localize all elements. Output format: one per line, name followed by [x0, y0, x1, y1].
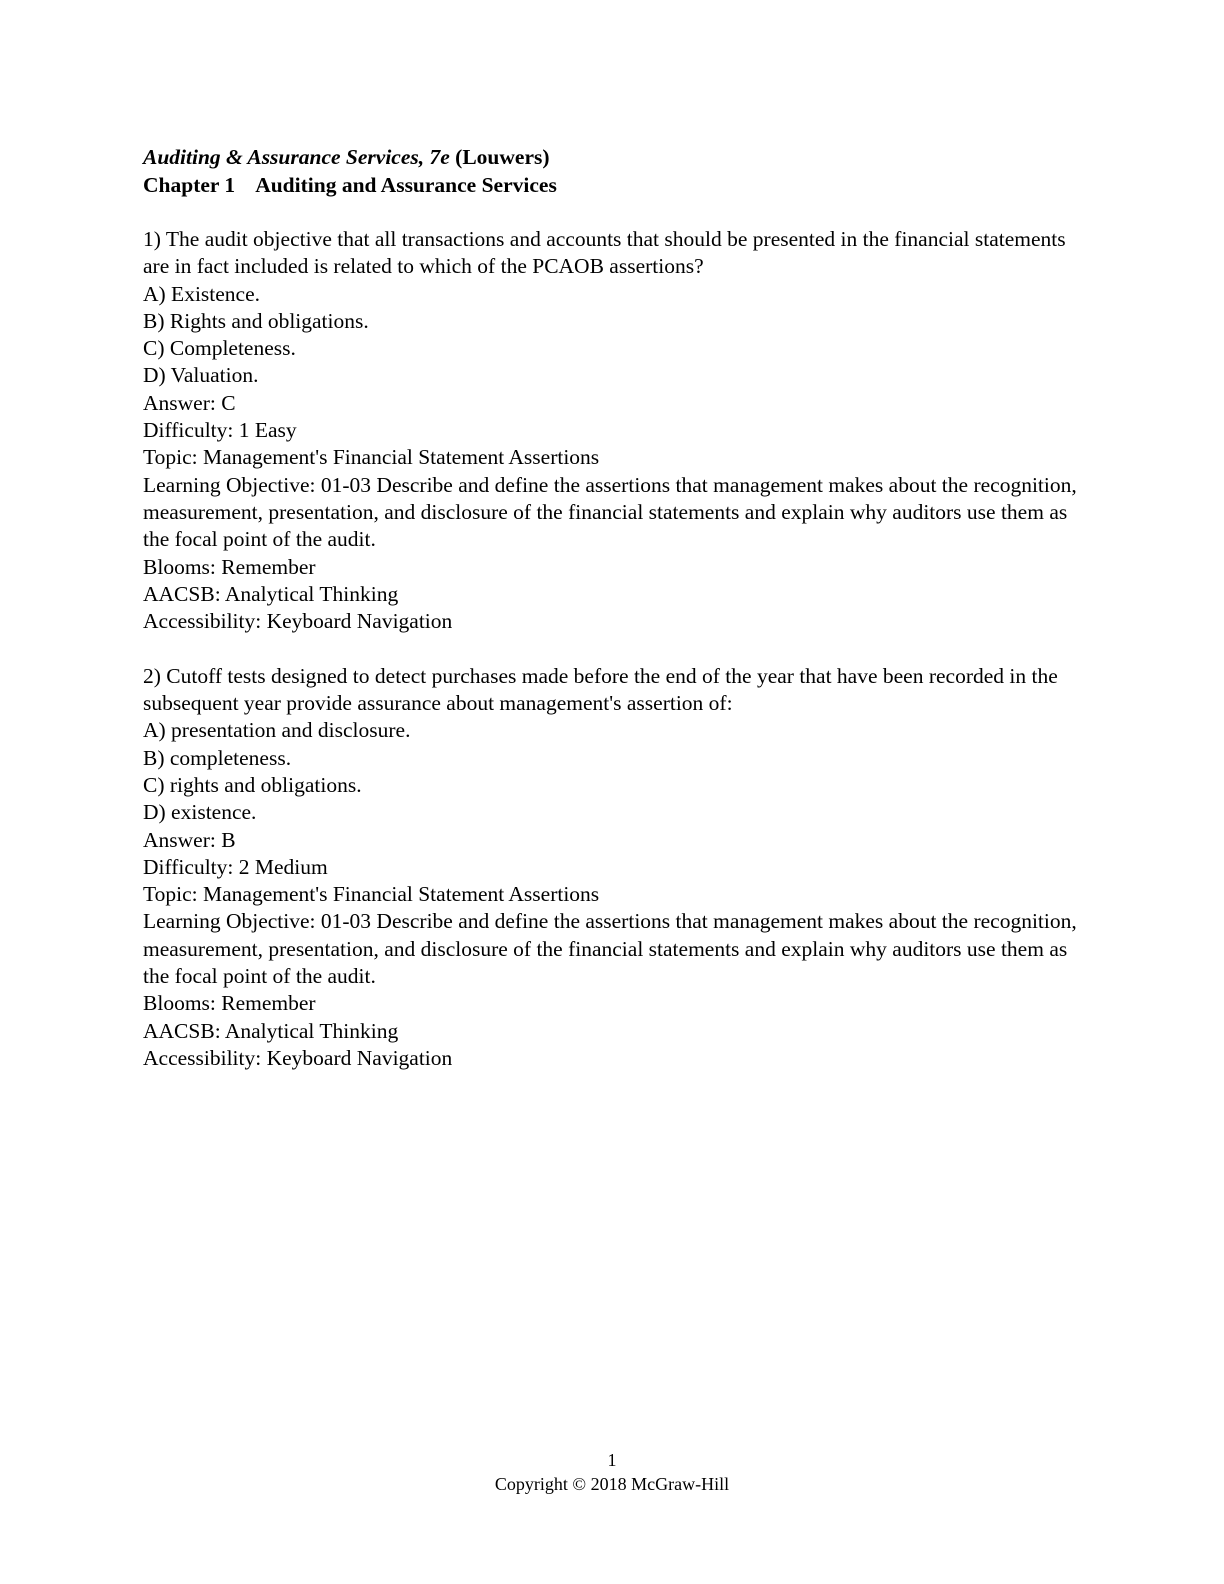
accessibility: Accessibility: Keyboard Navigation [143, 1045, 453, 1070]
page-number: 1 [607, 1450, 617, 1470]
chapter-label: Chapter 1 [143, 173, 236, 197]
topic: Topic: Management's Financial Statement Assertions [143, 882, 600, 907]
option-d: D) existence. [143, 800, 257, 825]
option-a: A) presentation and disclosure. [143, 718, 411, 743]
question-1 [143, 226, 1083, 635]
difficulty: Difficulty: 1 Easy [143, 418, 297, 443]
accessibility: Accessibility: Keyboard Navigation [143, 609, 453, 634]
difficulty: Difficulty: 2 Medium [143, 854, 328, 879]
question-stem: 1) The audit objective that all transactions and accounts that should be presented in the financial statements are in fact included is related to which of the PCAOB assertions? [143, 227, 1066, 279]
option-a: A) Existence. [143, 281, 261, 306]
aacsb: AACSB: Analytical Thinking [143, 1018, 399, 1043]
aacsb: AACSB: Analytical Thinking [143, 581, 399, 606]
chapter-title: Auditing and Assurance Services [255, 173, 557, 197]
page-content [143, 143, 1083, 1100]
option-b: B) Rights and obligations. [143, 308, 369, 333]
question-2 [143, 663, 1083, 1072]
book-heading [143, 143, 1083, 171]
question-stem: 2) Cutoff tests designed to detect purchases made before the end of the year that have been recorded in the subsequent year provide assurance about management's assertion of: [143, 663, 1058, 716]
answer: Answer: B [143, 827, 236, 852]
chapter-heading [143, 171, 1083, 199]
blooms: Blooms: Remember [143, 991, 316, 1016]
book-author: (Louwers) [455, 145, 550, 169]
book-title: Auditing & Assurance Services, 7e [143, 145, 450, 169]
copyright-notice: Copyright © 2018 McGraw-Hill [494, 1474, 730, 1494]
blooms: Blooms: Remember [143, 554, 316, 579]
learning-objective: Learning Objective: 01-03 Describe and define the assertions that management makes about the recognition, measurement, presentation, and disclosure of the financial statements and explain why auditors use them as the focal point of the audit. [143, 909, 1077, 989]
option-c: C) Completeness. [143, 336, 296, 361]
option-b: B) completeness. [143, 745, 292, 770]
topic: Topic: Management's Financial Statement Assertions [143, 445, 600, 470]
learning-objective: Learning Objective: 01-03 Describe and define the assertions that management makes about the recognition, measurement, presentation, and disclosure of the financial statements and explain why auditors use them as the focal point of the audit. [143, 472, 1077, 552]
option-d: D) Valuation. [143, 363, 259, 388]
question-list [143, 226, 1083, 1072]
answer: Answer: C [143, 390, 236, 415]
option-c: C) rights and obligations. [143, 772, 362, 797]
